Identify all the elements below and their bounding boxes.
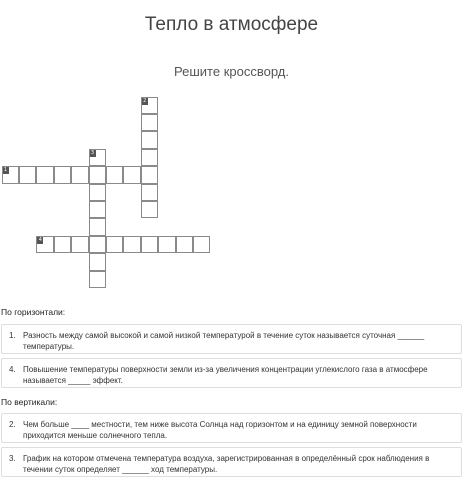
crossword-cell[interactable]: [89, 201, 107, 219]
crossword-cell[interactable]: [106, 166, 124, 184]
crossword-cell[interactable]: [2, 166, 20, 184]
instruction-text: Решите кроссворд.: [174, 64, 289, 79]
crossword-cell[interactable]: [176, 236, 194, 254]
crossword-cell[interactable]: [54, 236, 72, 254]
clue-across-1: [1, 324, 462, 354]
cell-number: 3: [90, 149, 95, 156]
crossword-cell[interactable]: [54, 166, 72, 184]
crossword-cell[interactable]: [89, 271, 107, 289]
clue-down-3: [1, 447, 462, 477]
crossword-cell[interactable]: [141, 97, 159, 115]
crossword-cell[interactable]: [141, 131, 159, 149]
crossword-cell[interactable]: [89, 218, 107, 236]
horizontal-heading: По горизонтали:: [1, 307, 66, 317]
crossword-cell[interactable]: [106, 236, 124, 254]
clue-text: Повышение температуры поверхности земли из-за увеличения концентрации углекислого газа в атмосфере называется _____ эффект.: [23, 365, 428, 385]
clue-number: 2.: [9, 420, 16, 429]
crossword-cell[interactable]: [141, 114, 159, 132]
cell-number: 2: [143, 97, 147, 104]
crossword-cell[interactable]: [141, 201, 159, 219]
clue-number: 1.: [9, 331, 16, 340]
clue-number: 4.: [9, 365, 16, 374]
clue-text: График на котором отмечена температура воздуха, зарегистрированная в определённый срок наблюдения в течении суток определяет ______ ход температуры.: [23, 454, 430, 474]
crossword-cell[interactable]: [71, 236, 89, 254]
clue-across-4: [1, 358, 462, 388]
cell-number: 4: [38, 236, 42, 243]
crossword-cell[interactable]: [89, 166, 107, 184]
crossword-cell[interactable]: [141, 184, 159, 202]
clue-number: 3.: [9, 454, 16, 463]
crossword-cell[interactable]: [89, 253, 107, 271]
crossword-cell[interactable]: [141, 166, 159, 184]
page-title: Тепло в атмосфере: [144, 14, 319, 35]
crossword-cell[interactable]: [89, 184, 107, 202]
vertical-heading: По вертикали:: [1, 397, 58, 407]
crossword-cell[interactable]: [71, 166, 89, 184]
crossword-cell[interactable]: [141, 149, 159, 167]
crossword-cell[interactable]: [36, 236, 54, 254]
crossword-cell[interactable]: [141, 236, 159, 254]
cell-number: 1: [3, 167, 8, 174]
crossword-cell[interactable]: [36, 166, 54, 184]
crossword-cell[interactable]: [158, 236, 176, 254]
crossword-cell[interactable]: [19, 166, 37, 184]
crossword-cell[interactable]: [89, 236, 107, 254]
crossword-cell[interactable]: [123, 166, 141, 184]
crossword-cell[interactable]: [193, 236, 211, 254]
crossword-cell[interactable]: [89, 149, 107, 167]
clue-text: Чем больше ____ местности, тем ниже высота Солнца над горизонтом и на единицу земной поверхности приходится меньше солнечного тепла.: [23, 420, 417, 440]
clue-down-2: [1, 413, 462, 443]
clue-text: Разность между самой высокой и самой низкой температурой в течение суток называется суточная ______ температуры.: [23, 331, 425, 351]
crossword-cell[interactable]: [123, 236, 141, 254]
